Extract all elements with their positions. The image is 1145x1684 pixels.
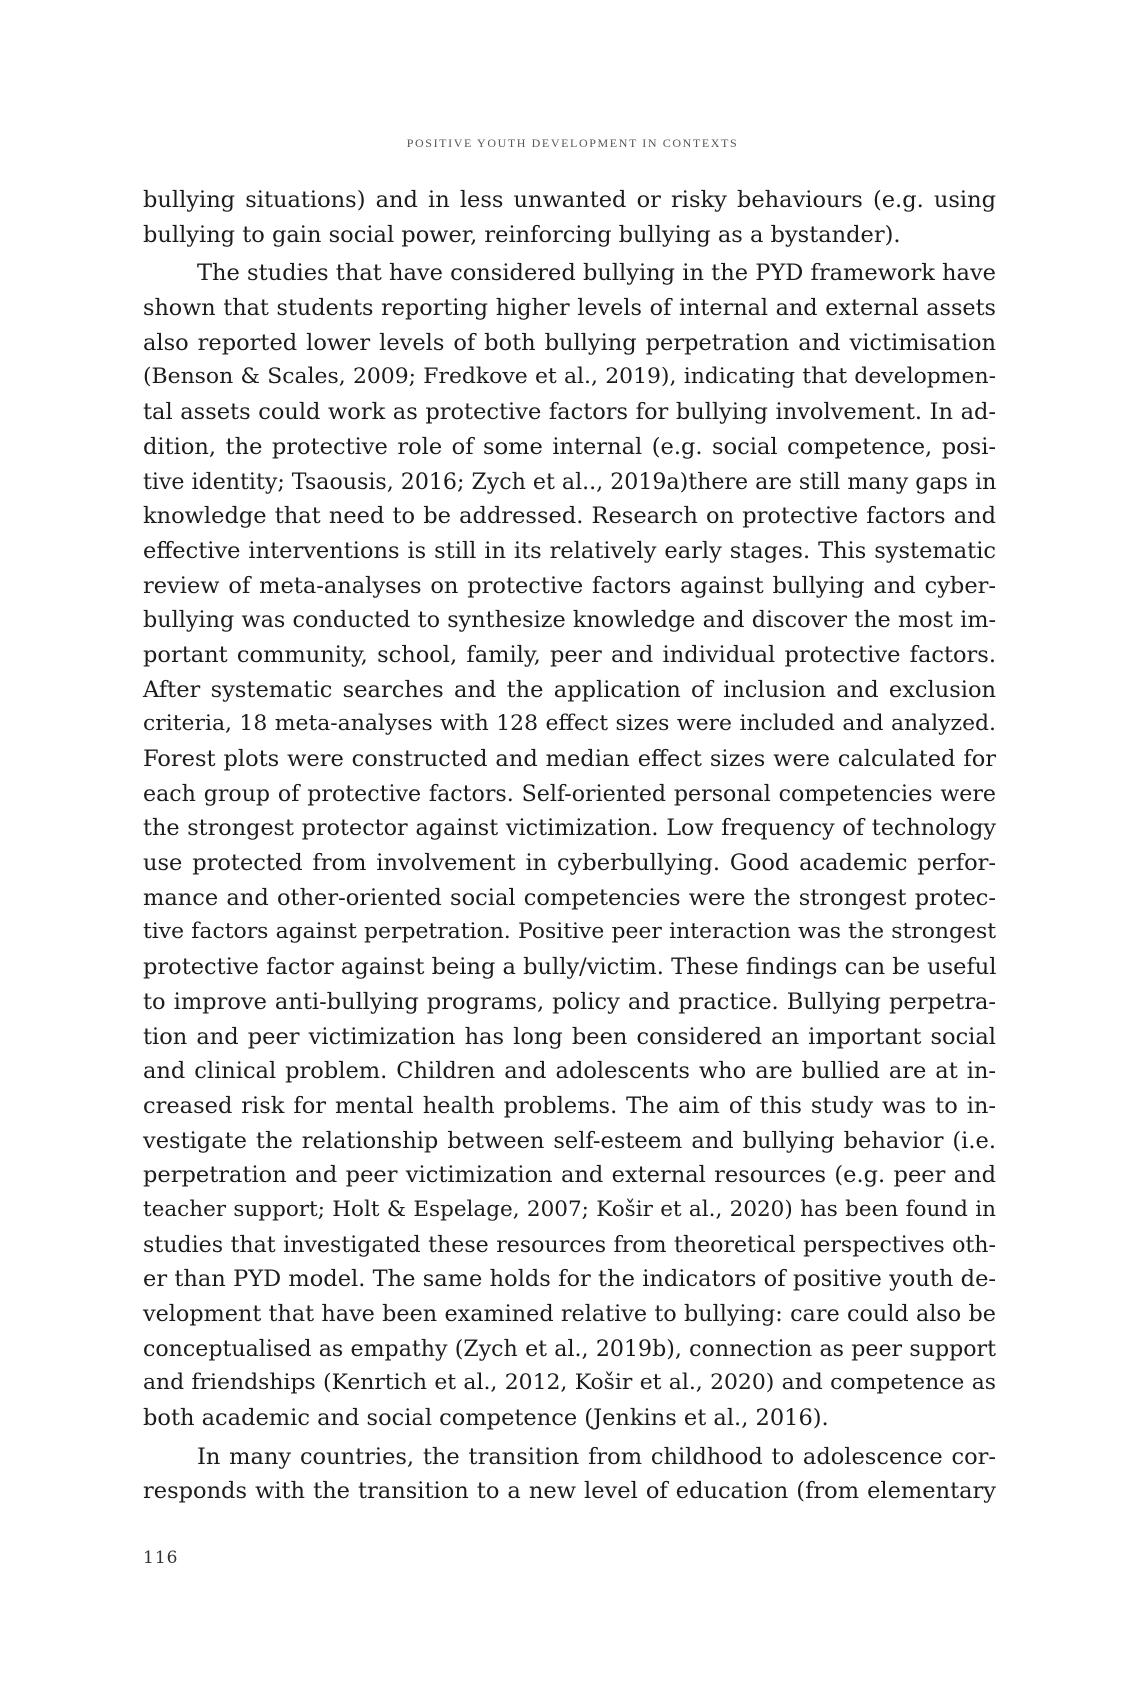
running-head: POSITIVE YOUTH DEVELOPMENT IN CONTEXTS [406,136,739,150]
text-line: both academic and social competence (Jenkins et al., 2016). [143,1405,829,1432]
text-line: bullying to gain social power, reinforcing bullying as a bystander). [143,221,901,248]
text-line: Forest plots were constructed and median effect sizes were calculated for [143,746,996,772]
text-line: to improve anti-bullying programs, policy and practice. Bullying perpetra- [143,988,996,1015]
text-line: portant community, school, family, peer and individual protective factors. [143,641,996,668]
text-line: protective factor against being a bully/victim. These findings can be useful [143,954,997,981]
text-line: After systematic searches and the application of inclusion and exclusion [143,676,996,703]
text-line: (Benson & Scales, 2009; Fredkove et al., 2019), indicating that developmen- [143,364,996,390]
text-line: effective interventions is still in its relatively early stages. This systematic [143,537,996,564]
text-line: conceptualised as empathy (Zych et al., 2019b), connection as peer support [143,1335,996,1362]
text-line: bullying situations) and in less unwanted or risky behaviours (e.g. using [143,187,996,213]
text-line: dition, the protective role of some internal (e.g. social competence, posi- [143,433,996,460]
text-line: mance and other-oriented social competencies were the strongest protec- [143,884,996,911]
paragraph [143,1440,996,1509]
text-line: and friendships (Kenrtich et al., 2012, Košir et al., 2020) and competence as [143,1370,996,1396]
text-line: perpetration and peer victimization and external resources (e.g. peer and [143,1162,996,1189]
text-line: The studies that have considered bullying in the PYD framework have [197,260,996,287]
text-line: vestigate the relationship between self-esteem and bullying behavior (i.e. [143,1127,996,1154]
text-line: knowledge that need to be addressed. Research on protective factors and [143,503,996,530]
text-line: teacher support; Holt & Espelage, 2007; Košir et al., 2020) has been found in [143,1196,996,1222]
page-number: 116 [143,1548,179,1568]
text-line: bullying was conducted to synthesize knowledge and discover the most im- [143,607,996,634]
text-line: review of meta-analyses on protective factors against bullying and cyber- [143,572,996,599]
text-line: each group of protective factors. Self-oriented personal competencies were [143,780,996,807]
text-line: use protected from involvement in cyberbullying. Good academic perfor- [143,850,996,877]
text-line: responds with the transition to a new level of education (from elementary [143,1478,996,1505]
paragraph [143,183,996,252]
text-line: criteria, 18 meta-analyses with 128 effect sizes were included and analyzed. [143,711,996,737]
text-line: tion and peer victimization has long been considered an important social [143,1023,996,1050]
text-line: tive identity; Tsaousis, 2016; Zych et al.., 2019a)there are still many gaps in [143,468,997,495]
text-line: and clinical problem. Children and adolescents who are bullied are at in- [143,1058,996,1085]
text-line: velopment that have been examined relative to bullying: care could also be [143,1301,996,1327]
text-line: tive factors against perpetration. Positive peer interaction was the strongest [143,919,996,945]
text-line: also reported lower levels of both bullying perpetration and victimisation [143,329,996,356]
body-text [143,183,996,1509]
text-line: studies that investigated these resources from theoretical perspectives oth- [143,1231,996,1258]
text-line: er than PYD model. The same holds for the indicators of positive youth de- [143,1266,996,1293]
text-line: shown that students reporting higher levels of internal and external assets [143,295,996,322]
text-line: In many countries, the transition from childhood to adolescence cor- [197,1443,996,1470]
paragraph [143,256,996,1435]
text-line: tal assets could work as protective factors for bullying involvement. In ad- [143,399,996,426]
text-line: creased risk for mental health problems. The aim of this study was to in- [143,1092,996,1119]
text-line: the strongest protector against victimization. Low frequency of technology [143,815,996,842]
